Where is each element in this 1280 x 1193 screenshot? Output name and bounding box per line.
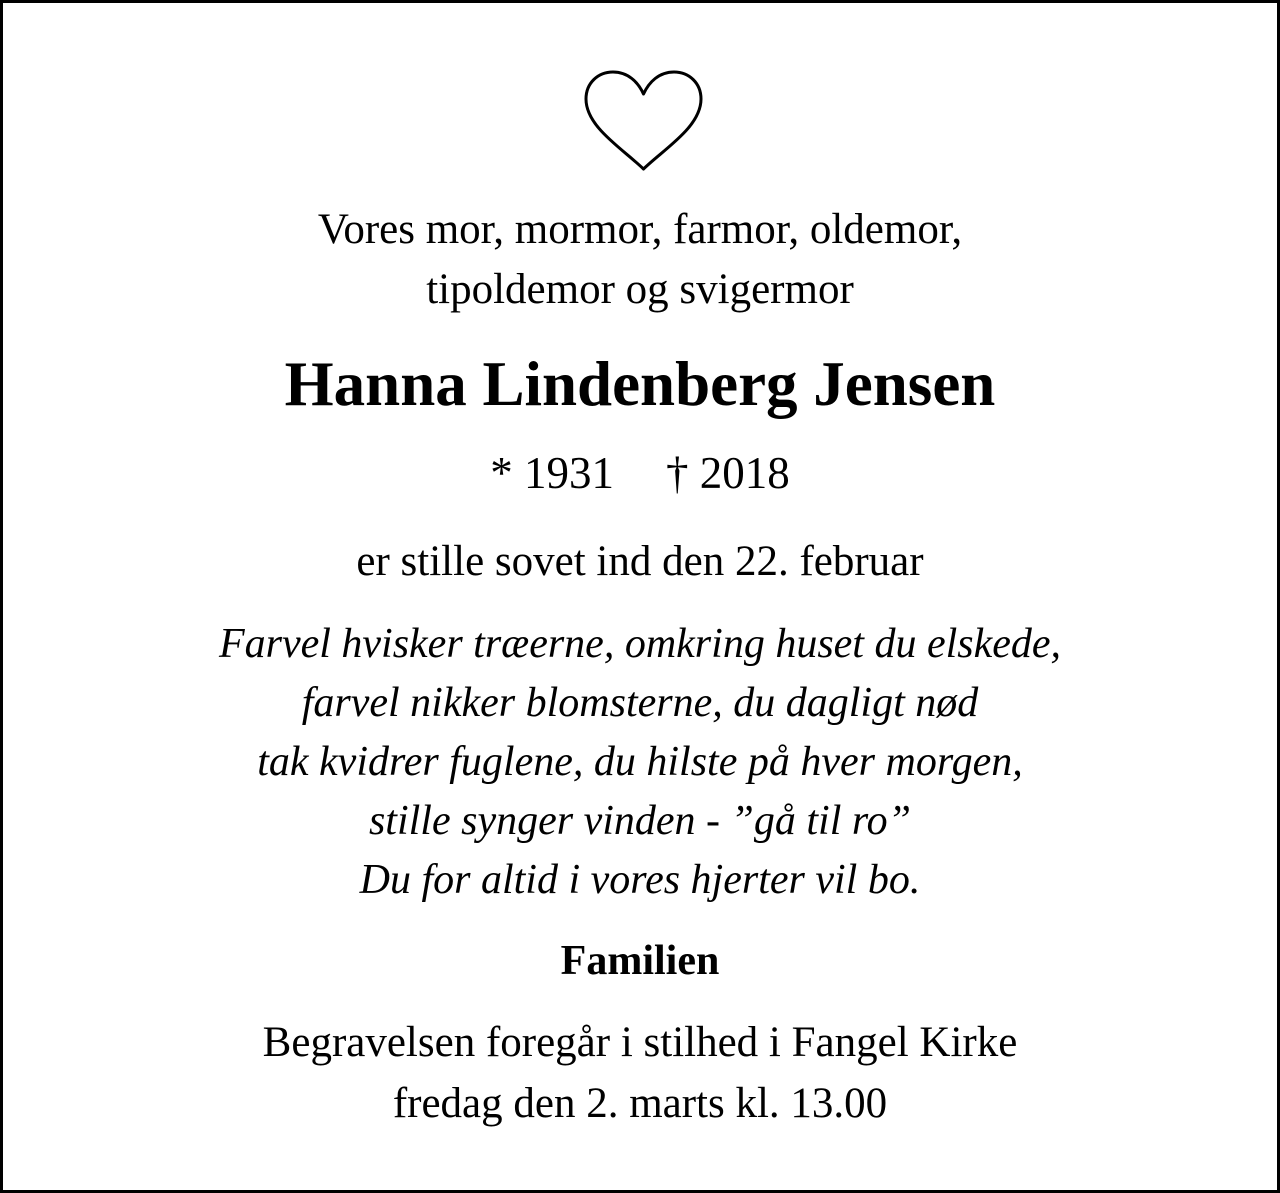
relation-line-2: tipoldemor og svigermor	[426, 266, 854, 313]
life-dates	[3, 448, 1277, 498]
verse-line-2: farvel nikker blomsterne, du dagligt nød	[301, 680, 979, 726]
passed-text: er stille sovet ind den 22. februar	[356, 538, 924, 585]
verse-line-3: tak kvidrer fuglene, du hilste på hver morgen,	[257, 739, 1023, 785]
funeral-line-2: fredag den 2. marts kl. 13.00	[392, 1080, 888, 1127]
verse-line-5: Du for altid i vores hjerter vil bo.	[359, 857, 921, 903]
birth-year: * 1931	[490, 448, 614, 498]
deceased-name: Hanna Lindenberg Jensen	[284, 349, 996, 419]
death-year: † 2018	[666, 448, 790, 498]
relation-line-1: Vores mor, mormor, farmor, oldemor,	[317, 206, 963, 253]
funeral-line-1: Begravelsen foregår i stilhed i Fangel Kirke	[262, 1019, 1018, 1066]
verse-line-1: Farvel hvisker træerne, omkring huset du elskede,	[218, 621, 1062, 667]
heart-icon	[583, 69, 704, 172]
verse-line-4: stille synger vinden - ”gå til ro”	[368, 798, 912, 844]
signature: Familien	[560, 938, 720, 984]
